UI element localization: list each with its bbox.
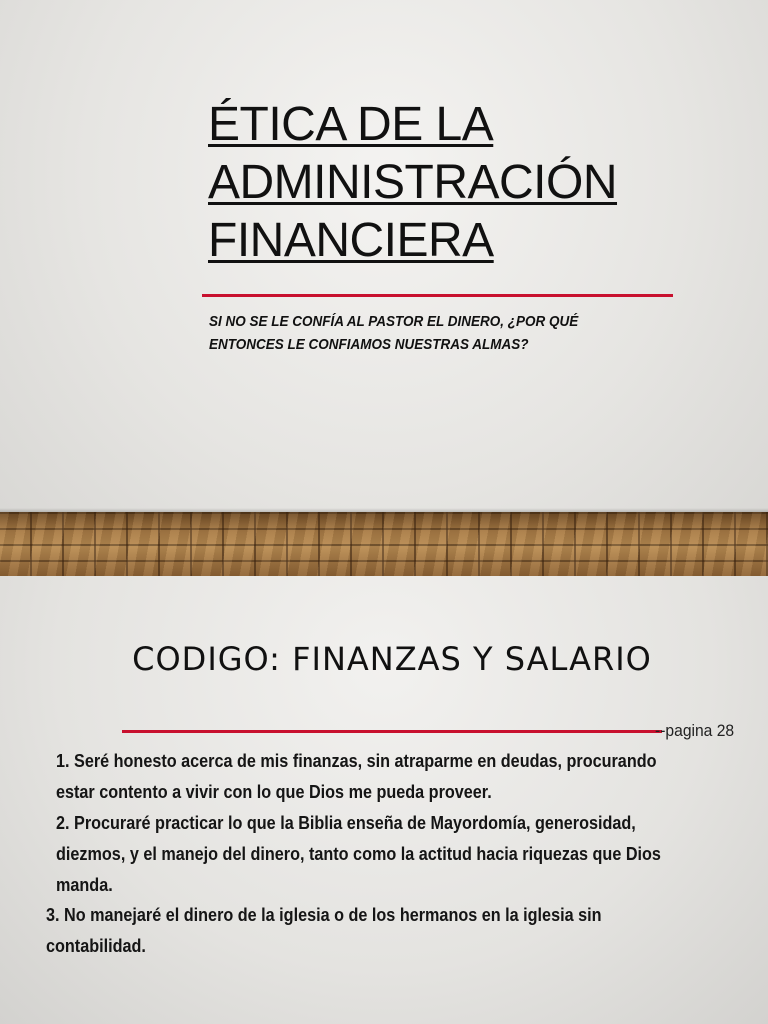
heading-divider <box>122 730 662 733</box>
slide-subtitle <box>209 310 623 356</box>
list-item-line: manda. <box>56 875 113 895</box>
title-line: FINANCIERA <box>208 214 494 267</box>
subtitle-line: SI NO SE LE CONFÍA AL PASTOR EL DINERO, ¿POR QUÉ <box>209 313 579 330</box>
page-reference: --pagina 28 <box>655 721 735 740</box>
list-item <box>56 808 722 901</box>
list-item-line: 1. Seré honesto acerca de mis finanzas, sin atraparme en deudas, procurando <box>56 751 657 771</box>
list-item <box>56 746 722 808</box>
title-line: ÉTICA DE LA <box>208 98 494 151</box>
title-divider <box>202 294 673 297</box>
list-item <box>46 900 694 962</box>
list-item-line: diezmos, y el manejo del dinero, tanto como la actitud hacia riquezas que Dios <box>56 844 661 864</box>
slide-heading: CODIGO: FINANZAS Y SALARIO <box>132 640 652 678</box>
list-item-line: contabilidad. <box>46 936 146 956</box>
content-slide <box>0 576 768 1024</box>
list-item-line: 2. Procuraré practicar lo que la Biblia enseña de Mayordomía, generosidad, <box>56 813 636 833</box>
list-item-line: 3. No manejaré el dinero de la iglesia o de los hermanos en la iglesia sin <box>46 905 602 925</box>
slide-title <box>208 96 678 270</box>
wood-grain-texture <box>0 512 768 576</box>
list-item-line: estar contento a vivir con lo que Dios me pueda proveer. <box>56 782 492 802</box>
title-line: ADMINISTRACIÓN <box>208 156 618 209</box>
subtitle-line: ENTONCES LE CONFIAMOS NUESTRAS ALMAS? <box>209 336 529 353</box>
